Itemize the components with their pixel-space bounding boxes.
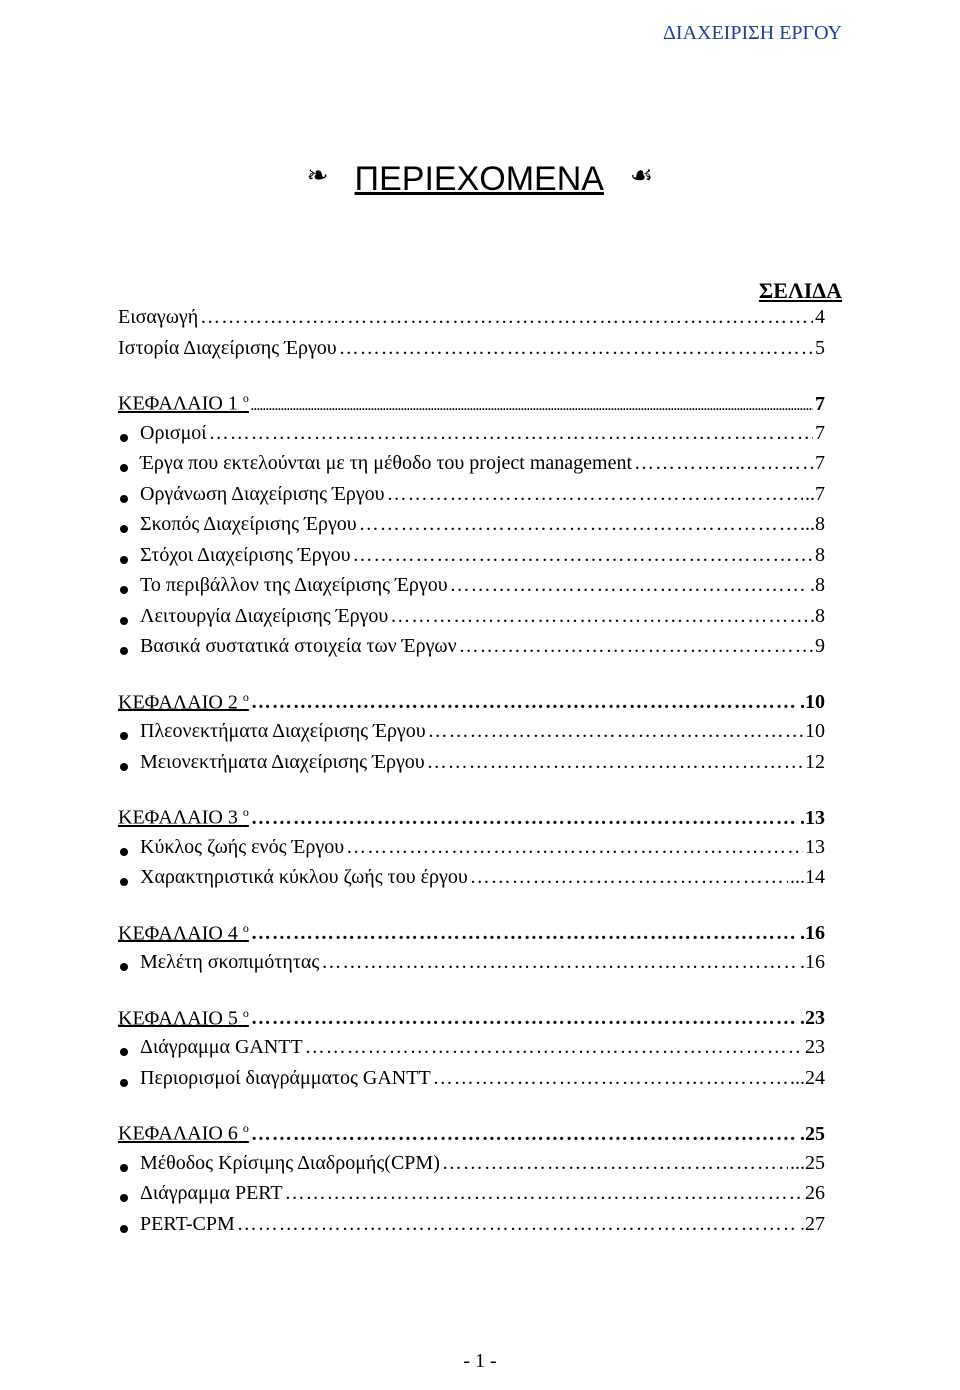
label-text: Διάγραμμα PERT [140,1182,283,1204]
label-text: Πλεονεκτήματα Διαχείρισης Έργου [140,720,426,742]
toc-entry-row[interactable] [118,720,825,748]
page-ref: 4 [815,306,825,328]
page-ref: 23 [805,1036,825,1058]
label-text: ΚΕΦΑΛΑΙΟ 3 [118,806,238,829]
page-ref: .13 [800,806,825,829]
bullet-icon [120,878,128,886]
toc-entry-row[interactable] [118,1152,825,1180]
ordinal-superscript: ο [242,805,249,819]
dot-leader [346,836,803,859]
page-ref: .8 [810,604,825,627]
entry-label [140,1036,303,1059]
toc-entry-row[interactable] [118,635,825,663]
page-ref: 26 [805,1182,825,1204]
page-ref: 8 [815,543,825,566]
bullet-icon [120,1225,128,1233]
page-ref: .16 [800,922,825,945]
entry-label [140,422,207,445]
bullet-icon [120,1048,128,1056]
page-ref: 7 [815,392,825,415]
chapter-label [118,1121,249,1146]
bullet-icon [120,464,128,472]
toc-entry-row[interactable] [118,866,825,894]
toc-entry-row[interactable] [118,337,825,365]
ordinal-superscript: ο [242,1121,249,1135]
toc-chapter-row[interactable] [118,391,825,419]
label-text: Μέθοδος Κρίσιμης Διαδρομής(CPM) [140,1151,440,1174]
page-ref: .8 [810,574,825,596]
dot-leader [442,1152,788,1175]
dot-leader [321,951,798,974]
label-text: PERT-CPM [140,1212,235,1235]
chapter-label [118,1006,249,1031]
toc-entry-row[interactable] [118,422,825,450]
label-text: Χαρακτηριστικά κύκλου ζωής του έργου [140,866,468,888]
toc-chapter-row[interactable] [118,690,825,718]
table-of-contents [118,0,825,1390]
dot-leader [450,574,808,597]
label-text: Έργα που εκτελούνται με τη μέθοδο του project management [140,452,633,474]
label-text: ΚΕΦΑΛΑΙΟ 5 [118,1007,238,1030]
entry-label [140,1213,235,1236]
entry-label [140,635,457,658]
dot-leader [251,691,798,714]
dot-leader [390,605,808,628]
page-ref: 7 [815,452,825,474]
dot-leader [251,393,813,416]
chapter-label [118,690,249,715]
label-text: Το περιβάλλον της Διαχείρισης Έργου [140,574,448,596]
page-ref: 12 [805,750,825,773]
dot-leader [209,422,813,445]
ordinal-superscript: ο [242,920,249,935]
dot-leader [251,807,798,830]
bullet-icon [120,556,128,564]
bullet-icon [120,617,128,625]
toc-entry-row[interactable] [118,605,825,633]
page-ref: ...25 [790,1151,825,1174]
page-number: - 1 - [463,1350,497,1372]
entry-label [140,544,351,567]
toc-entry-row[interactable] [118,1067,825,1095]
toc-entry-row[interactable] [118,836,825,864]
label-text: ΚΕΦΑΛΑΙΟ 6 [118,1122,238,1145]
page-ref: .23 [800,1007,825,1030]
toc-chapter-row[interactable] [118,921,825,949]
entry-label [140,1152,440,1175]
dot-leader [305,1036,803,1059]
toc-entry-row[interactable] [118,1036,825,1064]
entry-label [140,605,388,628]
toc-entry-row[interactable] [118,544,825,572]
dot-leader [387,483,803,506]
toc-entry-row[interactable] [118,1213,825,1241]
dot-leader [470,866,788,889]
toc-entry-row[interactable] [118,751,825,779]
bullet-icon [120,1194,128,1202]
label-text: Βασικά συστατικά στοιχεία των Έργων [140,635,457,657]
bullet-icon [120,848,128,856]
chapter-label [118,805,249,830]
toc-entry-row[interactable] [118,951,825,979]
label-text: Κύκλος ζωής ενός Έργου [140,835,345,858]
toc-chapter-row[interactable] [118,805,825,833]
floral-ornament-right-icon: ☙ [629,161,654,191]
page-ref: .10 [800,691,825,714]
dot-leader [353,544,813,567]
chapter-label [118,391,249,416]
label-text: ΚΕΦΑΛΑΙΟ 1 [118,392,238,415]
bullet-icon [120,1079,128,1087]
page-ref: 7 [815,421,825,444]
ordinal-superscript: ο [242,1005,249,1020]
dot-leader [428,720,803,743]
label-text: Μελέτη σκοπιμότητας [140,951,320,973]
entry-label [140,1182,283,1205]
entry-label [118,306,198,329]
page-ref: .27 [800,1212,825,1235]
toc-title: ΠΕΡΙΕΧΟΜΕΝΑ [354,160,604,198]
bullet-icon [120,647,128,655]
toc-chapter-row[interactable] [118,1121,825,1149]
entry-label [140,483,385,506]
page-ref: 10 [805,720,825,742]
label-text: Διάγραμμα GANTT [140,1036,303,1058]
label-text: Εισαγωγή [118,306,199,328]
page-ref: 13 [805,835,825,858]
bullet-icon [120,732,128,740]
entry-label [140,720,426,743]
chapter-label [118,921,249,946]
entry-label [140,836,344,859]
bullet-icon [120,525,128,533]
bullet-icon [120,763,128,771]
entry-label [140,452,632,475]
entry-label [140,751,425,774]
entry-label [118,337,337,360]
dot-leader [251,922,798,945]
toc-entry-row[interactable] [118,483,825,511]
toc-entry-row[interactable] [118,452,825,480]
label-text: Ιστορία Διαχείρισης Έργου [118,336,337,359]
bullet-icon [120,434,128,442]
dot-leader [251,1007,798,1030]
label-text: Λειτουργία Διαχείρισης Έργου [140,604,389,627]
dot-leader [251,1123,798,1146]
label-text: Περιορισμοί διαγράμματος GANTT [140,1066,431,1089]
running-header: ΔΙΑΧΕΙΡΙΣΗ ΕΡΓΟΥ [663,22,842,44]
dot-leader [237,1213,798,1236]
page-ref: 5 [815,336,825,359]
toc-entry-row[interactable] [118,1182,825,1210]
dot-leader [339,337,813,360]
dot-leader [200,306,813,329]
dot-leader [427,751,803,774]
entry-label [140,513,357,536]
page-ref: 9 [815,635,825,657]
bullet-icon [120,963,128,971]
bullet-icon [120,1164,128,1172]
dot-leader [359,513,798,536]
entry-label [140,866,468,889]
bullet-icon [120,586,128,594]
entry-label [140,1067,431,1090]
label-text: Σκοπός Διαχείρισης Έργου [140,513,357,535]
page-ref: ...24 [790,1066,825,1089]
page-ref: .16 [800,951,825,973]
bullet-icon [120,495,128,503]
toc-entry-row[interactable] [118,513,825,541]
label-text: ΚΕΦΑΛΑΙΟ 2 [118,691,238,714]
dot-leader [433,1067,788,1090]
floral-ornament-left-icon: ❧ [306,161,329,191]
toc-chapter-row[interactable] [118,1006,825,1034]
toc-entry-row[interactable] [118,306,825,334]
page-ref: ..7 [805,482,825,505]
dot-leader [634,452,813,475]
entry-label [140,951,319,974]
label-text: Στόχοι Διαχείρισης Έργου [140,543,351,566]
ordinal-superscript: ο [242,689,249,704]
page-ref: .25 [800,1122,825,1145]
toc-entry-row[interactable] [118,574,825,602]
label-text: Οργάνωση Διαχείρισης Έργου [140,482,385,505]
entry-label [140,574,448,597]
label-text: Μειονεκτήματα Διαχείρισης Έργου [140,750,425,773]
ordinal-superscript: ο [242,391,249,405]
page-column-label: ΣΕΛΙΔΑ [758,278,842,303]
dot-leader [459,635,813,658]
label-text: Ορισμοί [140,421,207,444]
label-text: ΚΕΦΑΛΑΙΟ 4 [118,922,238,945]
page-ref: ...14 [790,866,825,888]
page-ref: ...8 [800,513,825,535]
dot-leader [285,1182,803,1205]
